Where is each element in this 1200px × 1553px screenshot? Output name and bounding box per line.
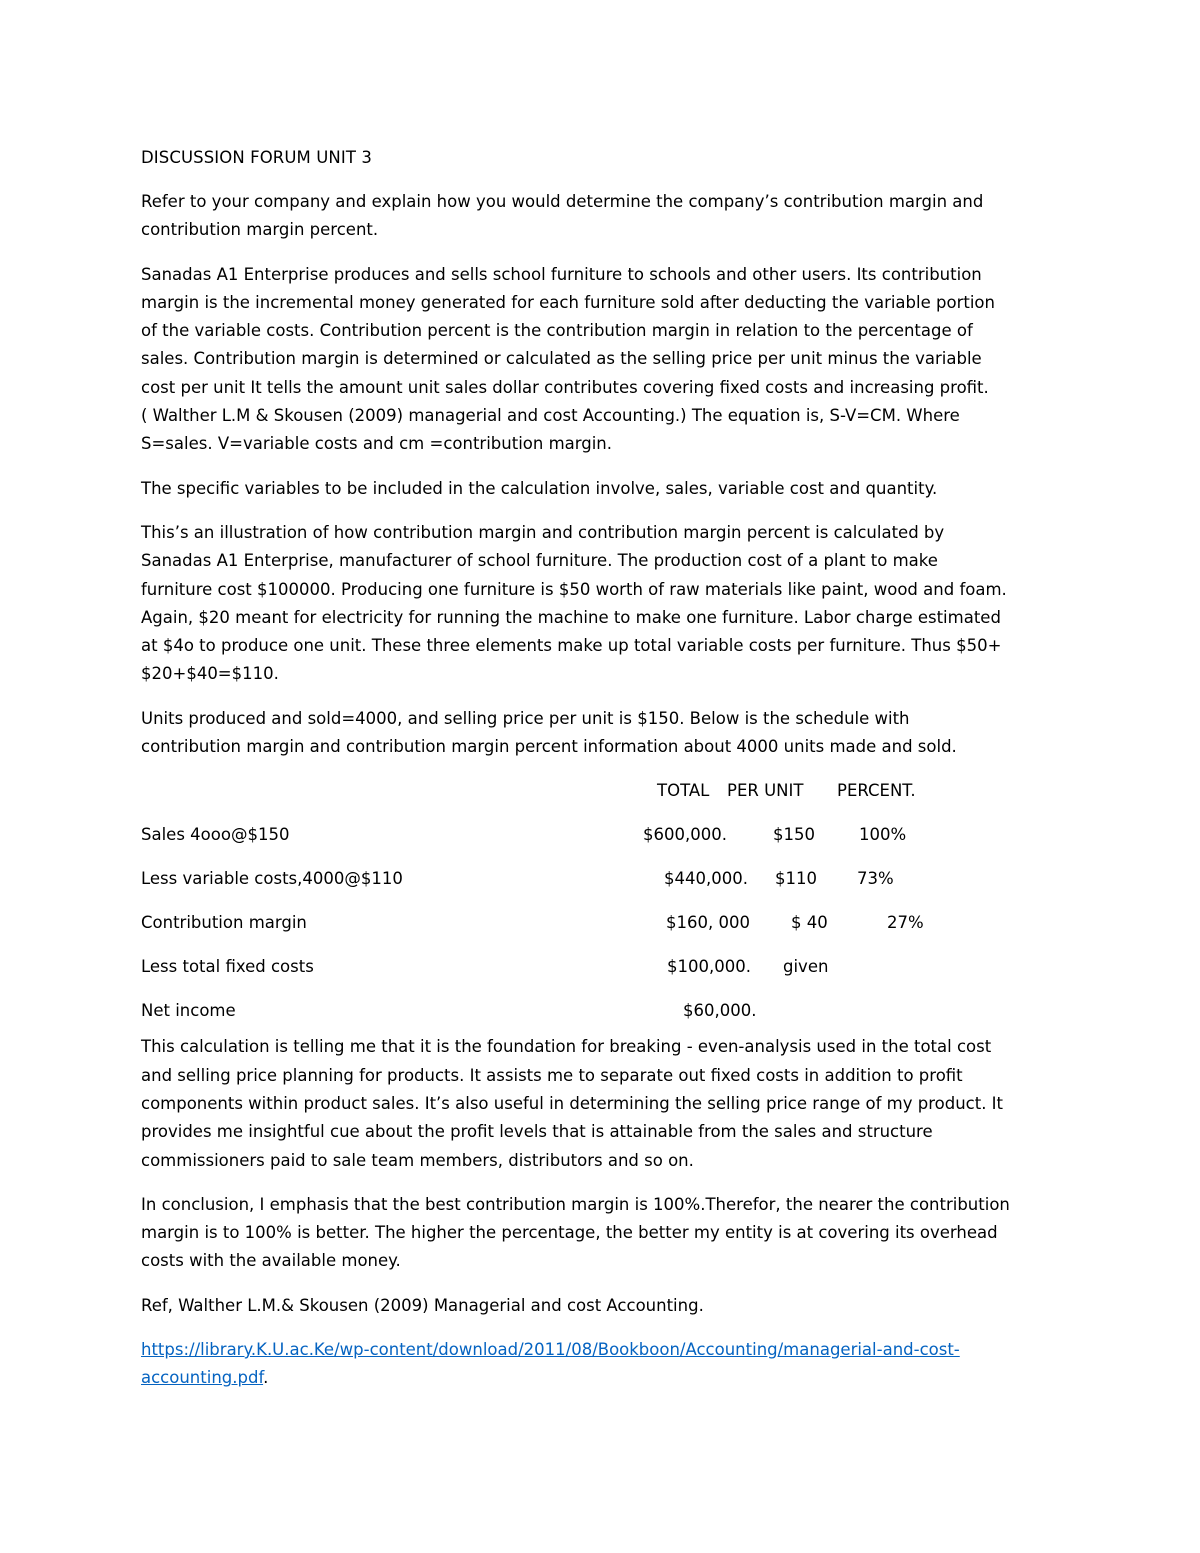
text-line: $20+$40=$110.	[141, 664, 279, 684]
contribution-schedule	[141, 777, 1071, 1021]
text-line: This calculation is telling me that it is the foundation for breaking - even-analysis used in the total cost	[141, 1037, 992, 1057]
text-line: and selling price planning for products. It assists me to separate out fixed costs in addition to profit	[141, 1065, 963, 1085]
analysis-paragraph	[141, 1033, 1071, 1174]
schedule-row-percent: 100%	[859, 825, 907, 845]
schedule-row-label: Net income	[141, 1001, 236, 1021]
text-line: In conclusion, I emphasis that the best contribution margin is 100%.Therefor, the nearer the contribution	[141, 1194, 1010, 1214]
text-line: margin is the incremental money generated for each furniture sold after deducting the variable portion	[141, 292, 995, 312]
schedule-row-label: Contribution margin	[141, 913, 307, 933]
reference-link-paragraph	[141, 1336, 1071, 1393]
schedule-row-per-unit: $150	[773, 825, 815, 845]
text-line: Sanadas A1 Enterprise, manufacturer of school furniture. The production cost of a plant to make	[141, 551, 938, 571]
schedule-header-per-unit: PER UNIT	[727, 781, 804, 801]
schedule-row-total: $100,000.	[667, 957, 751, 977]
text-line: The specific variables to be included in the calculation involve, sales, variable cost and quantity.	[141, 478, 938, 498]
text-line: Refer to your company and explain how you would determine the company’s contribution margin and	[141, 192, 984, 211]
schedule-row-total: $440,000.	[664, 869, 748, 889]
text-line: sales. Contribution margin is determined or calculated as the selling price per unit minus the variable	[141, 349, 982, 369]
schedule-header-total: TOTAL	[657, 781, 710, 801]
text-line: ( Walther L.M & Skousen (2009) managerial and cost Accounting.) The equation is, S-V=CM. Where	[141, 406, 960, 426]
schedule-row-percent: 73%	[857, 869, 894, 889]
schedule-row-per-unit: $110	[775, 869, 817, 889]
schedule-row-label: Sales 4ooo@$150	[141, 825, 290, 845]
text-line: Sanadas A1 Enterprise produces and sells school furniture to schools and other users. Its contribution	[141, 264, 982, 284]
text-line: margin is to 100% is better. The higher the percentage, the better my entity is at covering its overhead	[141, 1223, 998, 1243]
reference-url-link-continued[interactable]: accounting.pdf	[141, 1368, 264, 1388]
illustration-paragraph	[141, 519, 1071, 689]
text-line: Again, $20 meant for electricity for running the machine to make one furniture. Labor charge estimated	[141, 607, 1001, 627]
text-line: components within product sales. It’s also useful in determining the selling price range of my product. It	[141, 1093, 1004, 1113]
text-line: cost per unit It tells the amount unit sales dollar contributes covering fixed costs and increasing profit.	[141, 377, 989, 397]
schedule-header-percent: PERCENT.	[837, 781, 916, 801]
document-title: DISCUSSION FORUM UNIT 3	[141, 148, 372, 167]
schedule-row-per-unit: given	[783, 957, 829, 977]
schedule-row-percent: 27%	[887, 913, 924, 933]
schedule-row-per-unit: $ 40	[791, 913, 828, 933]
text-line	[141, 1336, 1071, 1364]
text-line: This’s an illustration of how contribution margin and contribution margin percent is calculated by	[141, 522, 945, 542]
text-line: Units produced and sold=4000, and selling price per unit is $150. Below is the schedule with	[141, 708, 910, 728]
text-line: contribution margin and contribution margin percent information about 4000 units made and sold.	[141, 737, 957, 757]
text-line: at $4o to produce one unit. These three elements make up total variable costs per furniture. Thus $50+	[141, 636, 1002, 656]
text-line	[141, 1364, 1071, 1392]
question-paragraph	[141, 188, 1071, 245]
units-paragraph	[141, 705, 1071, 762]
text-line: costs with the available money.	[141, 1251, 401, 1271]
document-body	[141, 144, 1071, 1393]
conclusion-paragraph	[141, 1191, 1071, 1276]
schedule-row-label: Less total fixed costs	[141, 957, 314, 977]
text-line: contribution margin percent.	[141, 220, 379, 240]
text-line: furniture cost $100000. Producing one furniture is $50 worth of raw materials like paint, wood and foam.	[141, 579, 1007, 599]
reference-paragraph: Ref, Walther L.M.& Skousen (2009) Managerial and cost Accounting.	[141, 1295, 704, 1315]
schedule-row-total: $160, 000	[666, 913, 750, 933]
variables-paragraph	[141, 475, 1071, 503]
reference-url-link[interactable]: https://library.K.U.ac.Ke/wp-content/download/2011/08/Bookboon/Accounting/managerial-and-cost-	[141, 1340, 960, 1360]
text-line: provides me insightful cue about the profit levels that is attainable from the sales and structure	[141, 1122, 933, 1142]
text-line: S=sales. V=variable costs and cm =contribution margin.	[141, 434, 613, 454]
text-line: commissioners paid to sale team members, distributors and so on.	[141, 1150, 694, 1170]
schedule-row-total: $600,000.	[643, 825, 727, 845]
schedule-row-label: Less variable costs,4000@$110	[141, 869, 403, 889]
text-line: of the variable costs. Contribution percent is the contribution margin in relation to the percentage of	[141, 321, 973, 341]
company-description-paragraph	[141, 261, 1071, 459]
schedule-row-total: $60,000.	[683, 1001, 757, 1021]
link-trailing-period: .	[263, 1368, 269, 1388]
